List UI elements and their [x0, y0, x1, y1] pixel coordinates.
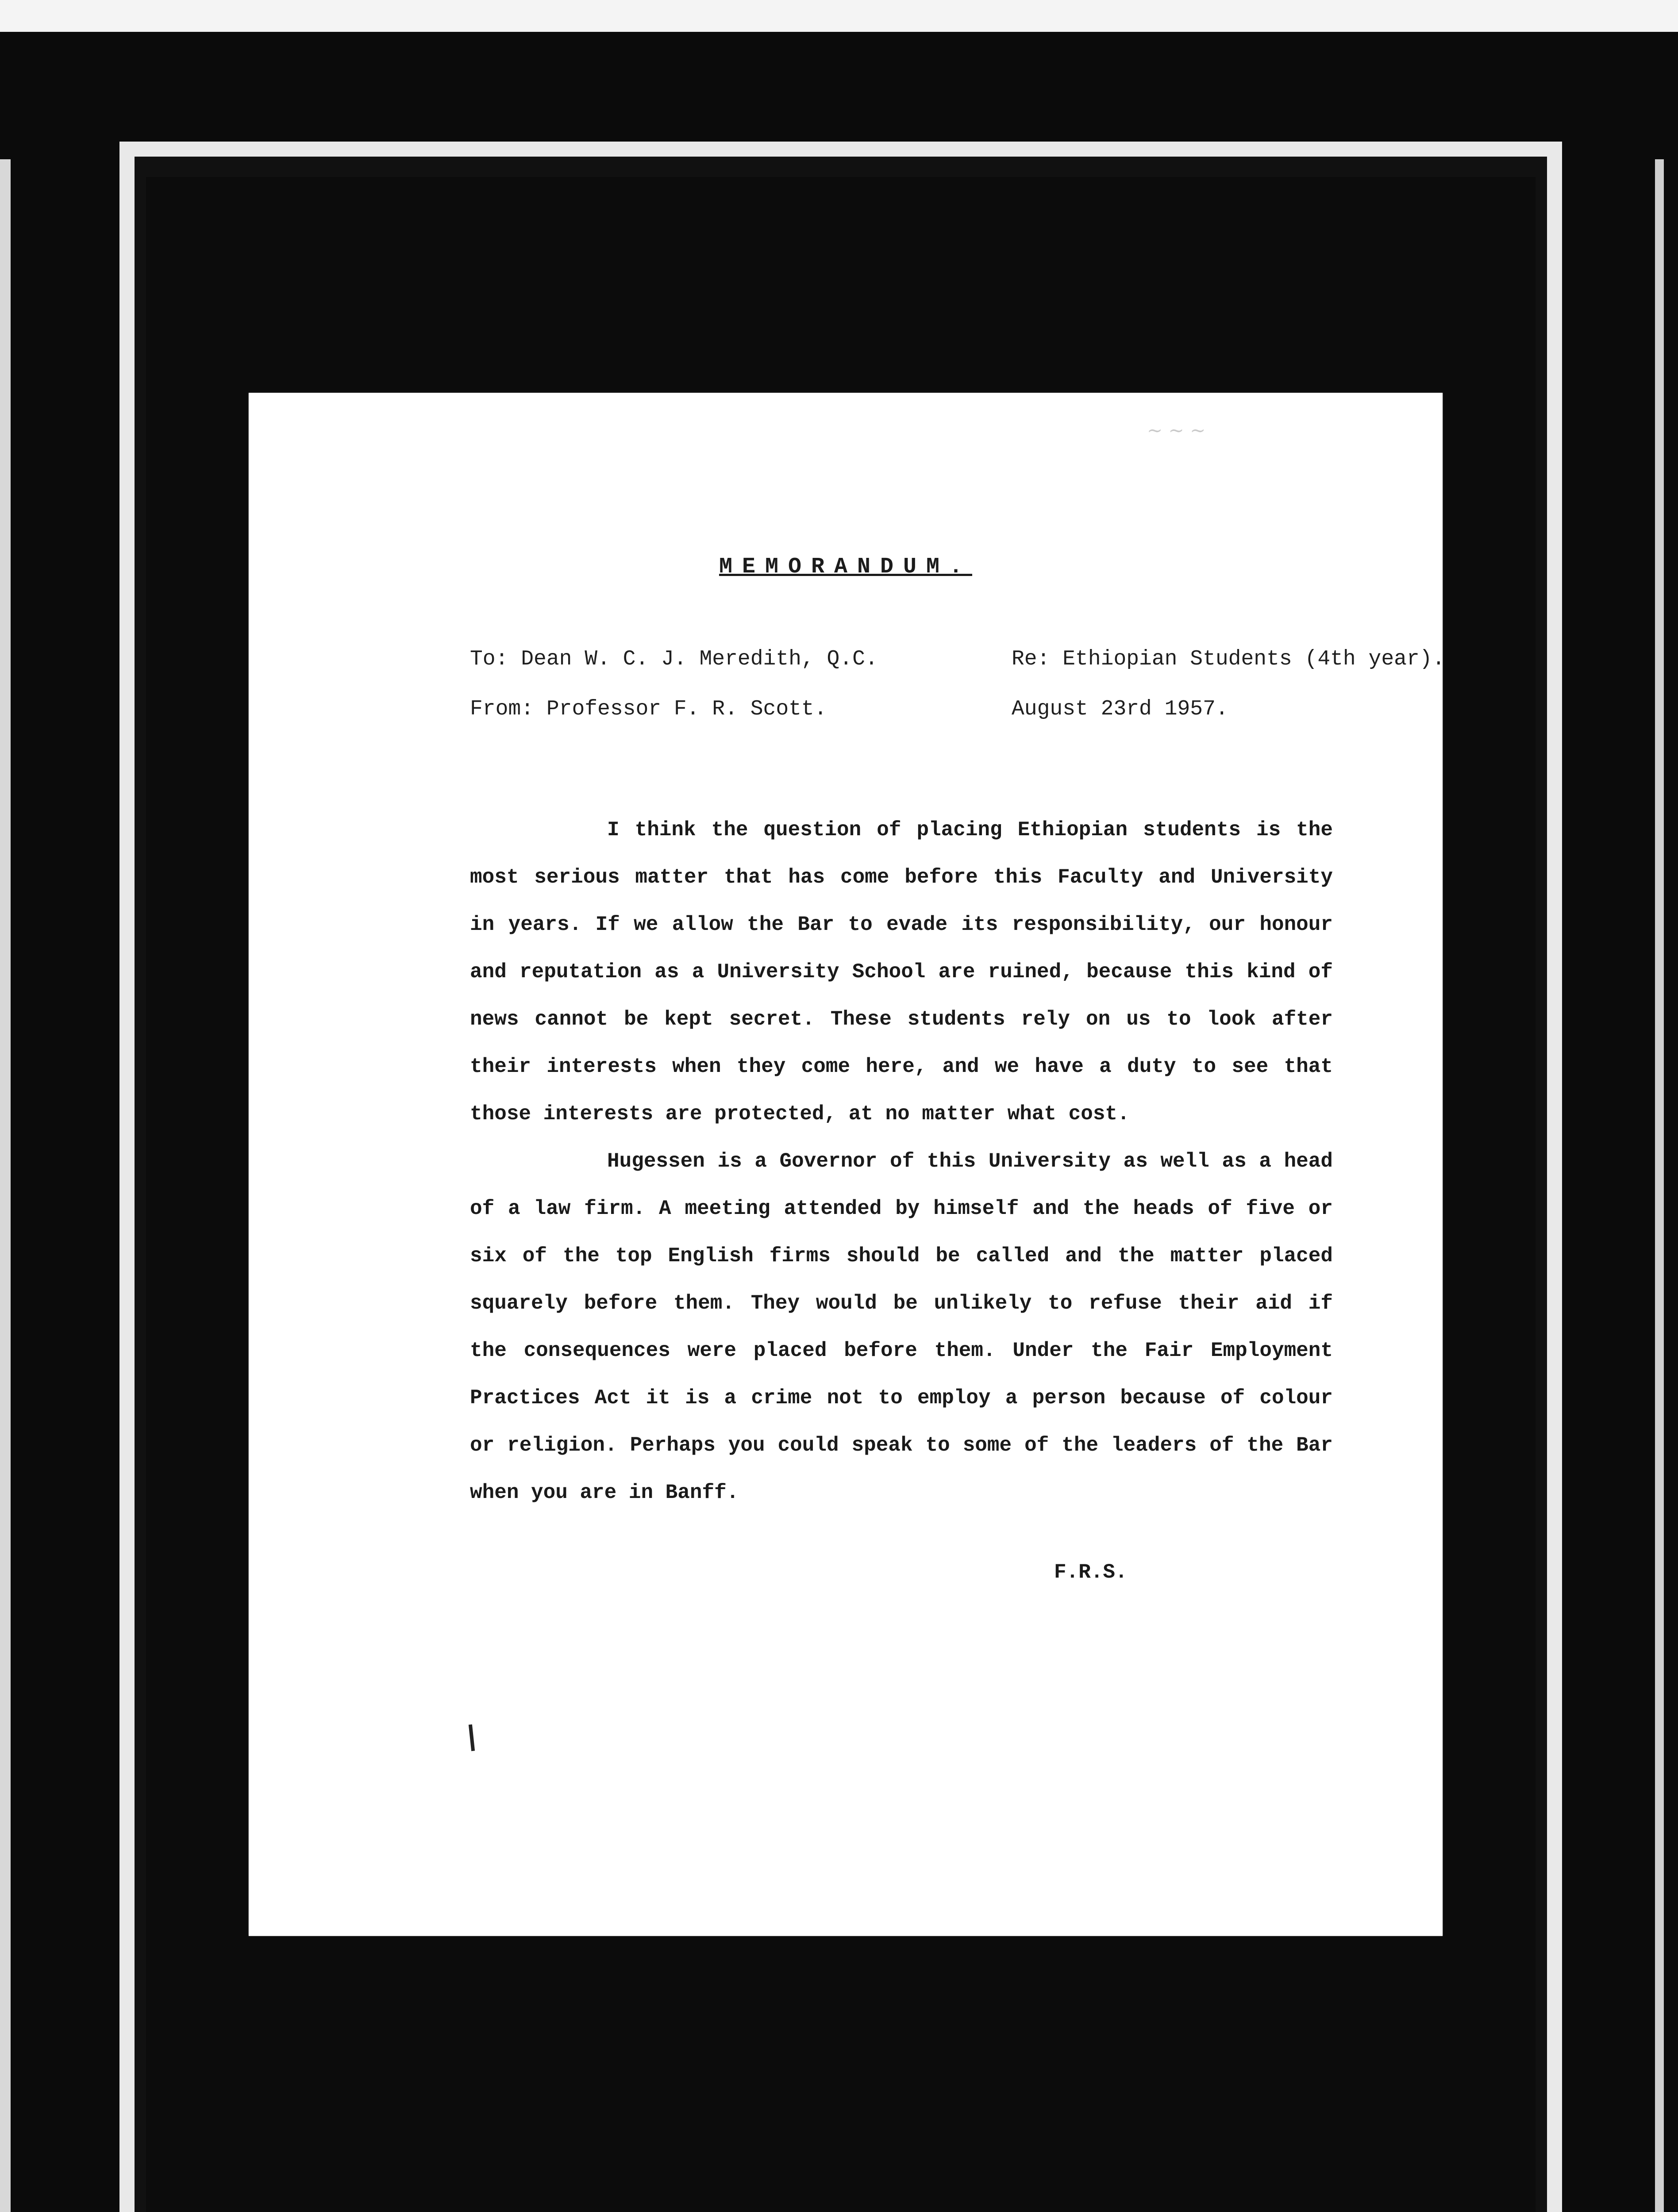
memo-re: Re: Ethiopian Students (4th year). — [1012, 647, 1445, 671]
memo-date: August 23rd 1957. — [1012, 697, 1228, 721]
pencil-annotation: ~ ~ ~ — [1147, 419, 1206, 441]
memo-paragraph: I think the question of placing Ethiopian students is the most serious matter that has come before this Faculty and University in years. If we allow the Bar to evade its responsibility, our honour and reputation as a University School are ruined, because this kind of news cannot be kept secret. These students rely on us to look after their interests when they come here, and we have a duty to see that those interests are protected, at no matter what cost. — [470, 818, 1333, 1125]
film-top-strip — [0, 0, 1678, 32]
memorandum-page — [249, 393, 1443, 1936]
ink-tick-mark — [469, 1724, 475, 1751]
memo-to: To: Dean W. C. J. Meredith, Q.C. — [470, 647, 878, 671]
memo-paragraph: Hugessen is a Governor of this University as well as a head of a law firm. A meeting attended by himself and the heads of five or six of the top English firms should be called and the matter placed squarely before them. They would be unlikely to refuse their aid if the consequences were placed before them. Under the Fair Employment Practices Act it is a crime not to employ a person because of colour or religion. Perhaps you could speak to some of the leaders of the Bar when you are in Banff. — [470, 1150, 1333, 1504]
memo-body — [470, 806, 1333, 1517]
memo-title: MEMORANDUM. — [719, 554, 973, 580]
film-edge-right — [1655, 159, 1664, 2212]
memo-signature: F.R.S. — [1054, 1561, 1128, 1584]
film-edge-left — [0, 159, 11, 2212]
memo-from: From: Professor F. R. Scott. — [470, 697, 827, 721]
